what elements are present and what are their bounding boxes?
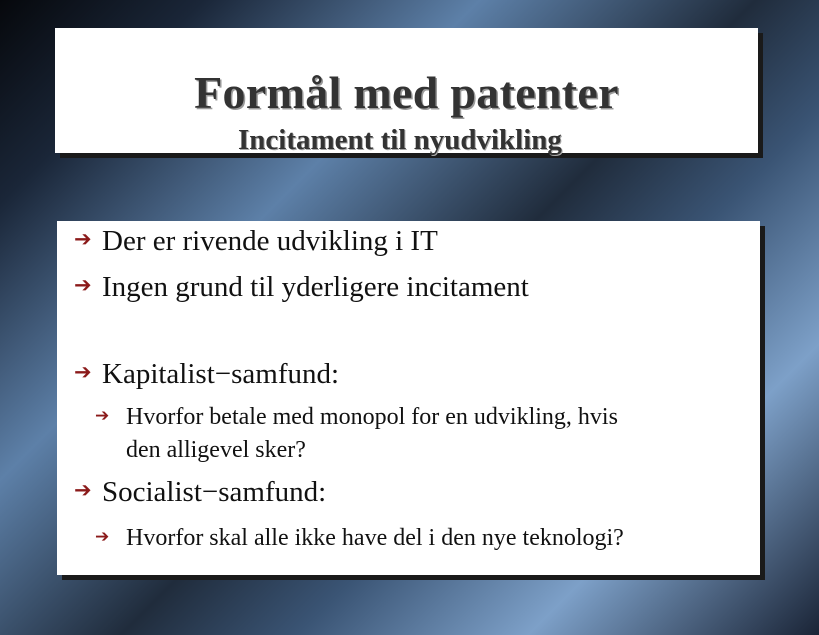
bullet-item — [74, 271, 529, 304]
bullet-item — [74, 225, 438, 258]
arrow-right-icon: ➔ — [74, 273, 92, 297]
sub-bullet-item — [95, 521, 624, 555]
sub-bullet-text-line2: den alligevel sker? — [126, 437, 306, 463]
sub-bullet-text: Hvorfor skal alle ikke have del i den nye teknologi? — [126, 525, 624, 551]
bullet-text: Kapitalist−samfund: — [102, 358, 340, 390]
bullet-item — [74, 476, 326, 509]
bullet-text: Ingen grund til yderligere incitament — [102, 271, 529, 303]
arrow-right-icon: ➔ — [74, 360, 92, 384]
slide-subtitle: Incitament til nyudvikling — [238, 124, 562, 156]
bullet-text: Socialist−samfund: — [102, 476, 327, 508]
arrow-right-icon: ➔ — [74, 227, 92, 251]
arrow-right-icon: ➔ — [95, 406, 110, 426]
bullet-item — [74, 358, 339, 391]
content-box — [57, 221, 760, 575]
arrow-right-icon: ➔ — [74, 478, 92, 502]
arrow-right-icon: ➔ — [95, 527, 110, 547]
bullet-text: Der er rivende udvikling i IT — [102, 225, 438, 257]
title-box — [55, 28, 758, 156]
sub-bullet-text-line1: Hvorfor betale med monopol for en udvikling, hvis — [126, 404, 618, 430]
sub-bullet-item — [95, 400, 618, 467]
slide-title: Formål med patenter — [194, 67, 619, 118]
